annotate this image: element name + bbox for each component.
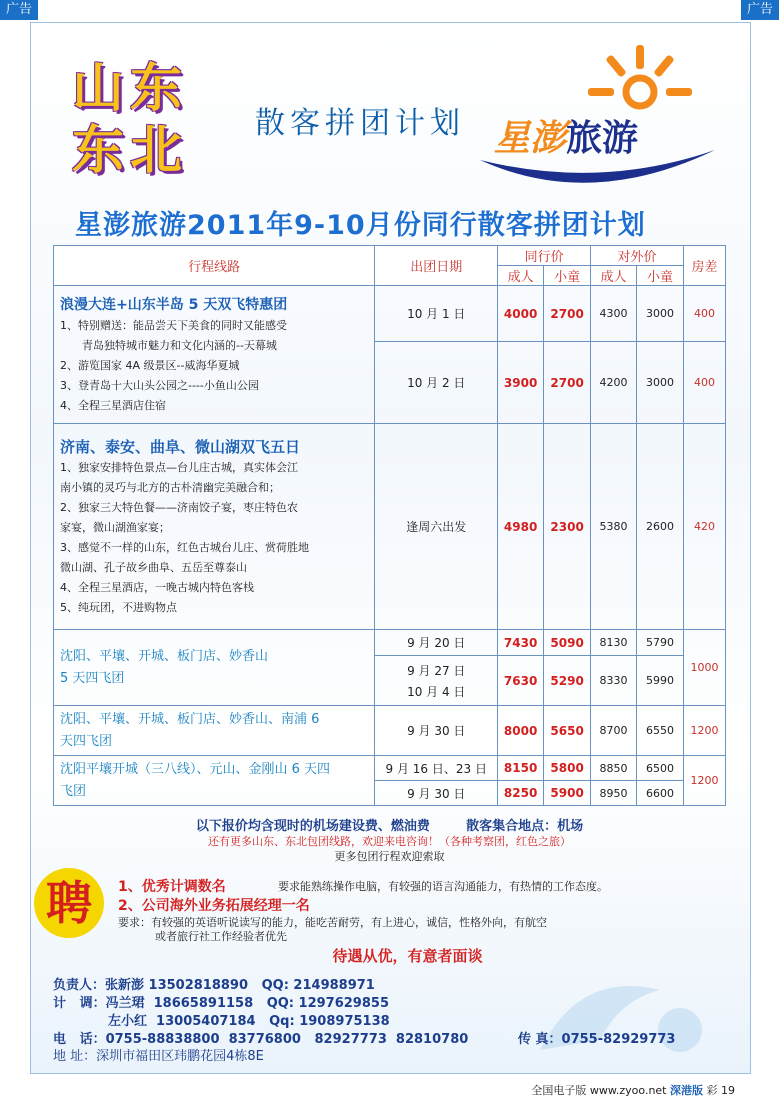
departure-date: 9 月 30 日 [375, 706, 498, 756]
route-cell [54, 424, 375, 630]
public-child-price: 3000 [637, 342, 684, 424]
peer-child-price: 2700 [544, 342, 591, 424]
footer-site: 全国电子版 www.zyoo.net [531, 1084, 667, 1097]
route-detail: 3、登青岛十大山头公园之----小鱼山公园 [60, 378, 259, 392]
peer-adult-price: 8150 [498, 756, 544, 781]
logo-text [494, 110, 638, 161]
route-cell [54, 630, 375, 706]
header-public-adult: 成人 [591, 266, 637, 286]
footer-edition: 深港版 [670, 1084, 703, 1097]
public-adult-price: 4300 [591, 286, 637, 342]
public-child-price: 5790 [637, 630, 684, 656]
header-route: 行程线路 [54, 246, 375, 286]
departure-date-line: 10 月 4 日 [407, 684, 466, 699]
route-detail: 家宴，微山湖渔家宴； [60, 520, 170, 534]
departure-date-line: 9 月 27 日 [407, 663, 466, 678]
logo-part-1: 星澎 [494, 118, 567, 159]
public-child-price: 6600 [637, 781, 684, 806]
table-row [54, 706, 726, 756]
peer-child-price: 5290 [544, 656, 591, 706]
header-peer-price: 同行价 [498, 246, 591, 266]
public-adult-price: 8130 [591, 630, 637, 656]
table-row [54, 756, 726, 781]
route-title: 沈阳、平壤、开城、板门店、妙香山、南浦 6 [60, 711, 320, 727]
public-child-price: 5990 [637, 656, 684, 706]
public-adult-price: 8850 [591, 756, 637, 781]
job-requirement-1: 要求能熟练操作电脑，有较强的语言沟通能力，有热情的工作态度。 [278, 880, 608, 893]
header-peer-child: 小童 [544, 266, 591, 286]
header-public-child: 小童 [637, 266, 684, 286]
header-room-diff: 房差 [683, 246, 725, 286]
peer-adult-price: 3900 [498, 342, 544, 424]
route-title-cont: 飞团 [60, 783, 87, 799]
room-diff: 420 [683, 424, 725, 630]
room-diff: 1000 [683, 630, 725, 706]
room-diff: 1200 [683, 756, 725, 806]
public-adult-price: 5380 [591, 424, 637, 630]
contact-address: 地 址：深圳市福田区玮鹏花园4栋8E [53, 1049, 264, 1064]
peer-child-price: 5900 [544, 781, 591, 806]
page-subtitle: 散客拼团计划 [255, 106, 465, 141]
public-adult-price: 8330 [591, 656, 637, 706]
package-note: 还有更多山东、东北包团线路，欢迎来电咨询！（各种考察团，红色之旅） [208, 835, 571, 848]
peer-adult-price: 7630 [498, 656, 544, 706]
public-child-price: 2600 [637, 424, 684, 630]
route-title: 沈阳、平壤、开城、板门店、妙香山 [60, 648, 269, 664]
route-detail: 2、独家三大特色餐——济南饺子宴，枣庄特色农 [60, 500, 298, 514]
route-title: 浪漫大连+山东半岛 5 天双飞特惠团 [60, 296, 288, 313]
departure-date: 10 月 2 日 [375, 342, 498, 424]
route-detail: 5、纯玩团，不进购物点 [60, 600, 177, 614]
room-diff: 1200 [683, 706, 725, 756]
route-detail: 1、独家安排特色景点—台儿庄古城，真实体会江 [60, 460, 298, 474]
route-detail: 4、全程三星酒店，一晚古城内特色客栈 [60, 580, 254, 594]
public-adult-price: 4200 [591, 342, 637, 424]
hiring-badge: 聘 [34, 868, 104, 938]
public-child-price: 6550 [637, 706, 684, 756]
header-peer-adult: 成人 [498, 266, 544, 286]
departure-date: 逢周六出发 [375, 424, 498, 630]
header-date: 出团日期 [375, 246, 498, 286]
peer-adult-price: 8250 [498, 781, 544, 806]
departure-date: 9 月 16 日、23 日 [375, 756, 498, 781]
route-detail: 2、游览国家 4A 级景区--威海华夏城 [60, 358, 240, 372]
treatment-note: 待遇从优，有意者面谈 [332, 947, 483, 965]
table-row [54, 424, 726, 630]
route-detail: 微山湖、孔子故乡曲阜、五岳至尊泰山 [60, 560, 247, 574]
brand-line-1: 山东 [72, 59, 189, 119]
peer-adult-price: 4000 [498, 286, 544, 342]
route-cell [54, 706, 375, 756]
route-title-cont: 5 天四飞团 [60, 670, 125, 686]
logo-part-2: 旅游 [566, 118, 639, 159]
page-footer [531, 1082, 735, 1098]
room-diff: 400 [683, 286, 725, 342]
price-note: 以下报价均含现时的机场建设费、燃油费 散客集合地点：机场 [195, 819, 584, 834]
contact-planner-2: 左小红 13005407184 Qq: 1908975138 [108, 1014, 390, 1029]
table-row [54, 286, 726, 342]
peer-child-price: 5090 [544, 630, 591, 656]
job-title-2: 2、公司海外业务拓展经理一名 [118, 898, 310, 914]
route-title-cont: 天四飞团 [60, 733, 113, 749]
route-title: 济南、泰安、曲阜、微山湖双飞五日 [60, 437, 301, 456]
route-detail: 南小镇的灵巧与北方的古朴清幽完美融合和； [60, 480, 280, 494]
job-requirement-2-cont: 或者旅行社工作经验者优先 [155, 930, 287, 943]
route-cell [54, 756, 375, 806]
contact-fax: 传 真：0755-82929773 [518, 1032, 676, 1047]
departure-date [375, 656, 498, 706]
peer-adult-price: 7430 [498, 630, 544, 656]
ad-label-left: 广告 [0, 0, 38, 20]
peer-adult-price: 4980 [498, 424, 544, 630]
departure-date: 9 月 30 日 [375, 781, 498, 806]
tour-price-table [53, 245, 726, 806]
contact-manager: 负责人：张新澎 13502818890 QQ: 214988971 [53, 978, 375, 993]
room-diff: 400 [683, 342, 725, 424]
peer-child-price: 2300 [544, 424, 591, 630]
peer-adult-price: 8000 [498, 706, 544, 756]
ad-label-right: 广告 [741, 0, 779, 20]
route-detail: 青岛独特城市魅力和文化内涵的--天幕城 [82, 338, 277, 352]
brand-line-2: 东北 [72, 121, 189, 181]
itinerary-note: 更多包团行程欢迎索取 [334, 850, 445, 863]
peer-child-price: 5800 [544, 756, 591, 781]
footer-page: 彩 19 [706, 1084, 735, 1097]
route-detail: 1、特别赠送：能品尝天下美食的同时又能感受 [60, 318, 287, 332]
peer-child-price: 5650 [544, 706, 591, 756]
public-child-price: 6500 [637, 756, 684, 781]
route-detail: 3、感觉不一样的山东，红色古城台儿庄、赏荷胜地 [60, 540, 309, 554]
route-title: 沈阳平壤开城（三八线）、元山、金刚山 6 天四 [60, 761, 331, 777]
contact-phone: 电 话：0755-88838800 83776800 82927773 82810780 [53, 1032, 469, 1047]
public-adult-price: 8950 [591, 781, 637, 806]
job-title-1: 1、优秀计调数名 [118, 879, 226, 895]
departure-date: 10 月 1 日 [375, 286, 498, 342]
plan-banner: 星澎旅游2011年9-10月份同行散客拼团计划 [75, 210, 646, 241]
table-row [54, 630, 726, 656]
peer-child-price: 2700 [544, 286, 591, 342]
decorative-swirl-icon [520, 950, 720, 1070]
route-cell [54, 286, 375, 424]
departure-date: 9 月 20 日 [375, 630, 498, 656]
contact-planner-1: 计 调：冯兰珺 18665891158 QQ: 1297629855 [53, 996, 389, 1011]
header-public-price: 对外价 [591, 246, 684, 266]
route-detail: 4、全程三星酒店住宿 [60, 398, 166, 412]
public-adult-price: 8700 [591, 706, 637, 756]
job-requirement-2: 要求：有较强的英语听说读写的能力，能吃苦耐劳，有上进心，诚信，性格外向，有航空 [118, 916, 547, 929]
public-child-price: 3000 [637, 286, 684, 342]
brand-title [72, 58, 222, 182]
